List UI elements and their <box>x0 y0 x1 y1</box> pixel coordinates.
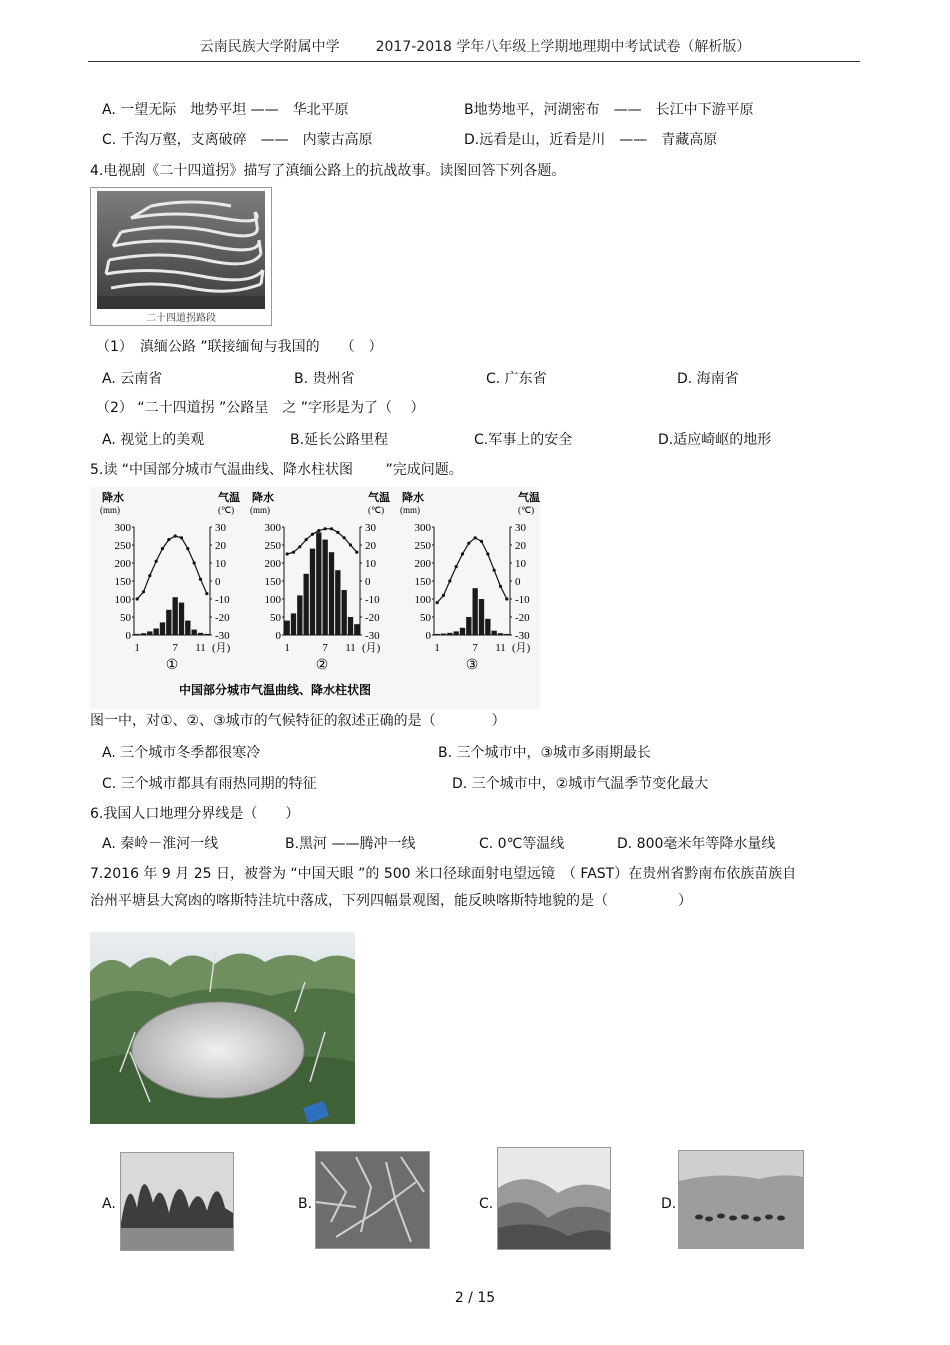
precip-bar <box>354 624 359 635</box>
temperature-point <box>298 545 301 548</box>
q6-option-a: A. 秦岭－淮河一线 <box>102 836 219 852</box>
q3-option-c: C. 千沟万壑，支离破碎 —— 内蒙古高原 <box>102 132 373 148</box>
q4-sub2: （2） “二十四道拐 ”公路呈 之 ”字形是为了（ ） <box>96 400 425 416</box>
left-axis-unit: (mm) <box>100 505 120 515</box>
left-axis-title: 降水 <box>102 492 124 504</box>
q7-line1: 7.2016 年 9 月 25 日，被誉为 “中国天眼 ”的 500 米口径球面射电望远镜 （ FAST）在贵州省黔南布依族苗族自 <box>90 866 797 882</box>
q4-sub1: （1） 滇缅公路 ”联接缅甸与我国的 （ ） <box>96 339 383 355</box>
right-tick-label: -20 <box>515 612 530 624</box>
right-tick-label: 30 <box>515 522 526 534</box>
precip-bar <box>447 633 452 635</box>
q4-photo-caption: 二十四道拐路段 <box>146 313 216 324</box>
q6-stem: 6.我国人口地理分界线是（ ） <box>90 806 300 822</box>
q7-option-a[interactable]: A. <box>102 1196 116 1212</box>
precip-bar <box>304 574 309 635</box>
header-school: 云南民族大学附属中学 <box>199 39 340 55</box>
precip-bar <box>441 634 446 635</box>
precip-bar <box>492 631 497 635</box>
q4-sub2-option-b: B.延长公路里程 <box>290 432 389 448</box>
temperature-point <box>199 578 202 581</box>
temperature-point <box>455 565 458 568</box>
right-tick-label: 20 <box>515 540 526 552</box>
q4-sub1-option-a: A. 云南省 <box>102 371 163 387</box>
precip-bar <box>473 588 478 635</box>
karst-landscape-photo[interactable] <box>120 1152 234 1251</box>
temperature-point <box>161 547 164 550</box>
right-tick-label: -30 <box>215 630 230 642</box>
temperature-point <box>193 561 196 564</box>
x-tick-label: 11 <box>495 642 506 654</box>
temperature-point <box>480 540 483 543</box>
precip-bar <box>316 532 321 635</box>
q4-sub1-option-c: C. 广东省 <box>486 371 547 387</box>
temperature-curve <box>437 538 507 603</box>
right-axis-unit: (℃) <box>368 505 385 515</box>
right-tick-label: -10 <box>515 594 530 606</box>
left-tick-label: 300 <box>114 522 131 534</box>
temperature-point <box>499 585 502 588</box>
precip-bar <box>329 552 334 635</box>
x-axis-unit: (月) <box>512 642 531 654</box>
temperature-point <box>148 574 151 577</box>
temperature-point <box>167 538 170 541</box>
left-tick-label: 50 <box>120 612 131 624</box>
temperature-point <box>292 551 295 554</box>
left-tick-label: 250 <box>264 540 281 552</box>
q7-option-b[interactable]: B. <box>298 1196 313 1212</box>
city-label: ② <box>315 658 329 673</box>
temperature-point <box>155 560 158 563</box>
precip-bar <box>135 634 140 635</box>
right-tick-label: 0 <box>365 576 371 588</box>
header-title: 2017-2018 学年八年级上学期地理期中考试试卷（解析版） <box>375 39 751 55</box>
right-axis-title: 气温 <box>518 492 540 504</box>
temperature-point <box>317 529 320 532</box>
q6-option-c: C. 0℃等温线 <box>479 836 565 852</box>
precip-bar <box>310 549 315 635</box>
temperature-point <box>349 543 352 546</box>
temperature-point <box>336 531 339 534</box>
temperature-curve <box>287 529 357 554</box>
temperature-point <box>474 536 477 539</box>
temperature-point <box>355 551 358 554</box>
right-axis-unit: (℃) <box>518 505 535 515</box>
precip-bar <box>335 570 340 635</box>
left-tick-label: 300 <box>264 522 281 534</box>
temperature-point <box>436 601 439 604</box>
left-tick-label: 150 <box>264 576 281 588</box>
q6-option-b: B.黑河 ——腾冲一线 <box>285 836 416 852</box>
left-tick-label: 200 <box>414 558 431 570</box>
precip-bar <box>198 633 203 635</box>
right-tick-label: 10 <box>215 558 226 570</box>
q5-option-d: D. 三个城市中，②城市气温季节变化最大 <box>452 776 709 792</box>
precip-bar <box>435 634 440 635</box>
right-tick-label: 10 <box>365 558 376 570</box>
left-axis-unit: (mm) <box>250 505 270 515</box>
left-tick-label: 300 <box>414 522 431 534</box>
temperature-point <box>142 590 145 593</box>
q7-option-c[interactable]: C. <box>479 1196 494 1212</box>
temperature-point <box>330 527 333 530</box>
right-tick-label: -10 <box>365 594 380 606</box>
right-axis-title: 气温 <box>368 492 390 504</box>
q3-option-b: B地势地平，河湖密布 —— 长江中下游平原 <box>464 102 754 118</box>
left-tick-label: 250 <box>114 540 131 552</box>
q5-option-b: B. 三个城市中，③城市多雨期最长 <box>438 745 652 761</box>
temperature-point <box>205 592 208 595</box>
precip-bar <box>141 633 146 635</box>
right-tick-label: 30 <box>365 522 376 534</box>
right-tick-label: -30 <box>365 630 380 642</box>
x-tick-label: 1 <box>284 642 290 654</box>
left-tick-label: 150 <box>114 576 131 588</box>
x-tick-label: 7 <box>472 642 478 654</box>
precip-bar <box>460 628 465 635</box>
precip-bar <box>147 631 152 635</box>
right-tick-label: -20 <box>365 612 380 624</box>
temperature-point <box>442 594 445 597</box>
q3-option-a: A. 一望无际 地势平坦 —— 华北平原 <box>102 102 349 118</box>
right-axis-title: 气温 <box>218 492 240 504</box>
temperature-point <box>186 547 189 550</box>
q5-question: 图一中，对①、②、③城市的气候特征的叙述正确的是（ ） <box>90 713 506 729</box>
left-tick-label: 250 <box>414 540 431 552</box>
q5-stem: 5.读 “中国部分城市气温曲线、降水柱状图 ”完成问题。 <box>90 462 463 478</box>
right-tick-label: 30 <box>215 522 226 534</box>
x-tick-label: 1 <box>434 642 440 654</box>
precip-bar <box>204 634 209 635</box>
precip-bar <box>160 622 165 635</box>
precip-bar <box>179 603 184 635</box>
precip-bar <box>479 599 484 635</box>
header-rule <box>88 61 860 62</box>
right-tick-label: 0 <box>515 576 521 588</box>
temperature-point <box>486 552 489 555</box>
precip-bar <box>323 540 328 635</box>
left-tick-label: 100 <box>114 594 131 606</box>
temperature-point <box>286 552 289 555</box>
precip-bar <box>348 617 353 635</box>
q4-sub1-option-b: B. 贵州省 <box>294 371 355 387</box>
q5-option-c: C. 三个城市都具有雨热同期的特征 <box>102 776 317 792</box>
x-tick-label: 7 <box>322 642 328 654</box>
page-number: 2 / 15 <box>454 1290 496 1306</box>
x-tick-label: 11 <box>195 642 206 654</box>
precip-bar <box>154 629 159 635</box>
city-label: ③ <box>465 658 479 673</box>
right-axis-unit: (℃) <box>218 505 235 515</box>
right-tick-label: 20 <box>215 540 226 552</box>
page-header <box>0 36 950 56</box>
temperature-point <box>343 536 346 539</box>
desert-dune-photo[interactable] <box>497 1147 611 1250</box>
temperature-point <box>493 569 496 572</box>
temperature-point <box>174 534 177 537</box>
precip-bar <box>192 630 197 635</box>
temperature-point <box>180 536 183 539</box>
q5-option-a: A. 三个城市冬季都很寒冷 <box>102 745 261 761</box>
left-tick-label: 50 <box>420 612 431 624</box>
q6-option-d: D. 800毫米年等降水量线 <box>617 836 776 852</box>
left-tick-label: 200 <box>264 558 281 570</box>
q4-stem: 4.电视剧《二十四道拐》描写了滇缅公路上的抗战故事。读图回答下列各题。 <box>90 163 566 179</box>
glacier-landscape-photo[interactable] <box>315 1151 430 1249</box>
temperature-point <box>448 579 451 582</box>
q4-road-photo <box>90 187 272 326</box>
q4-sub2-option-a: A. 视觉上的美观 <box>102 432 205 448</box>
city-label: ① <box>165 658 179 673</box>
temperature-point <box>467 542 470 545</box>
precip-bar <box>297 595 302 635</box>
left-tick-label: 200 <box>114 558 131 570</box>
right-tick-label: 20 <box>365 540 376 552</box>
right-tick-label: -30 <box>515 630 530 642</box>
precip-bar <box>466 617 471 635</box>
precip-bar <box>454 631 459 635</box>
left-axis-title: 降水 <box>402 492 424 504</box>
left-axis-title: 降水 <box>252 492 274 504</box>
right-tick-label: 10 <box>515 558 526 570</box>
q7-line2: 治州平塘县大窝凼的喀斯特洼坑中落成，下列四幅景观图，能反映喀斯特地貌的是（ ） <box>90 893 692 909</box>
left-tick-label: 150 <box>414 576 431 588</box>
precip-bar <box>291 613 296 635</box>
temperature-curve <box>137 536 207 599</box>
q7-option-d[interactable]: D. <box>661 1196 677 1212</box>
temperature-point <box>311 533 314 536</box>
temperature-point <box>505 597 508 600</box>
temperature-point <box>461 552 464 555</box>
left-tick-label: 0 <box>125 630 131 642</box>
fast-telescope-photo <box>90 932 355 1124</box>
q4-sub1-option-d: D. 海南省 <box>677 371 739 387</box>
left-tick-label: 100 <box>414 594 431 606</box>
temperature-point <box>136 597 139 600</box>
left-tick-label: 0 <box>425 630 431 642</box>
precip-bar <box>485 619 490 635</box>
q4-sub2-option-c: C.军事上的安全 <box>474 432 573 448</box>
precip-bar <box>498 633 503 635</box>
x-tick-label: 11 <box>345 642 356 654</box>
left-tick-label: 100 <box>264 594 281 606</box>
precip-bar <box>504 634 509 635</box>
x-tick-label: 7 <box>172 642 178 654</box>
q3-option-d: D.远看是山，近看是川 —— 青藏高原 <box>464 132 718 148</box>
x-axis-unit: (月) <box>212 642 231 654</box>
grassland-herd-photo[interactable] <box>678 1150 804 1249</box>
right-tick-label: -10 <box>215 594 230 606</box>
precip-bar <box>185 621 190 635</box>
q4-sub2-option-d: D.适应崎岖的地形 <box>658 432 772 448</box>
left-tick-label: 50 <box>270 612 281 624</box>
precip-bar <box>342 590 347 635</box>
temperature-point <box>305 538 308 541</box>
temperature-point <box>324 527 327 530</box>
figure-caption: 中国部分城市气温曲线、降水柱状图 <box>178 683 372 697</box>
x-axis-unit: (月) <box>362 642 381 654</box>
right-tick-label: 0 <box>215 576 221 588</box>
left-tick-label: 0 <box>275 630 281 642</box>
x-tick-label: 1 <box>134 642 140 654</box>
precip-bar <box>285 621 290 635</box>
precip-bar <box>173 597 178 635</box>
climate-chart-figure <box>90 487 540 709</box>
left-axis-unit: (mm) <box>400 505 420 515</box>
right-tick-label: -20 <box>215 612 230 624</box>
precip-bar <box>166 610 171 635</box>
